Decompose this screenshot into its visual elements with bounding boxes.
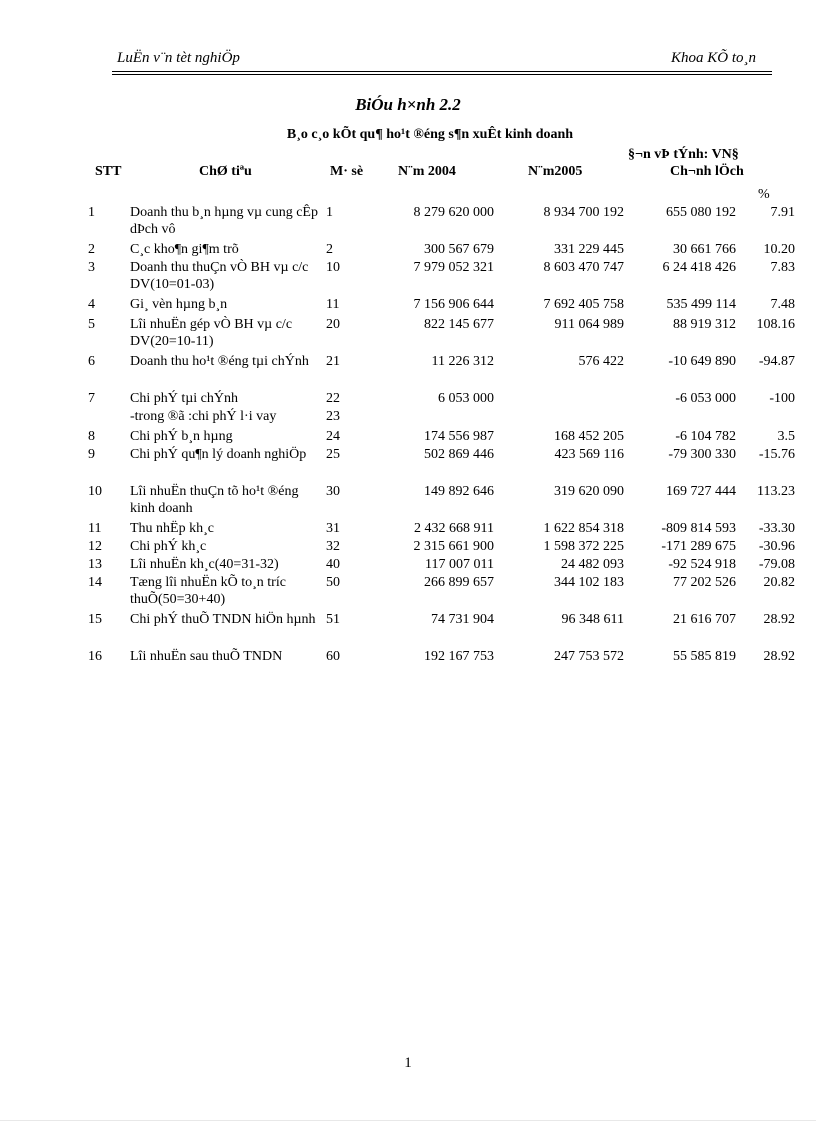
figure-title: BiÓu h×nh 2.2 — [355, 95, 461, 114]
row-percent: 113.23 — [757, 484, 795, 499]
row-chi-tieu: Tæng lîi nhuËn kÕ to¸n tríc thuÕ(50=30+40) — [130, 575, 286, 607]
page-number: 1 — [404, 1055, 412, 1071]
row-ma-so: 60 — [326, 649, 340, 664]
row-percent: 28.92 — [763, 612, 795, 627]
row-ma-so: 20 — [326, 317, 340, 332]
header-left-title: LuËn v¨n tèt nghiÖp — [117, 50, 240, 66]
table-row — [0, 259, 816, 296]
table-row — [0, 390, 816, 408]
row-chi-tieu: Doanh thu ho¹t ®éng tµi chÝnh — [130, 354, 309, 369]
row-ma-so: 23 — [326, 409, 340, 424]
row-stt: 12 — [88, 539, 102, 554]
row-ma-so: 30 — [326, 484, 340, 499]
row-chenh-lech: -171 289 675 — [661, 539, 736, 554]
column-header-stt: STT — [95, 164, 122, 179]
row-value-2004: 300 567 679 — [424, 242, 494, 257]
row-chenh-lech: -6 104 782 — [675, 429, 736, 444]
table-row — [0, 483, 816, 520]
row-percent: -94.87 — [758, 354, 795, 369]
row-ma-so: 11 — [326, 297, 340, 312]
row-stt: 2 — [88, 242, 95, 257]
row-value-2004: 117 007 011 — [425, 557, 494, 572]
row-percent: 3.5 — [777, 429, 795, 444]
row-chenh-lech: 55 585 819 — [673, 649, 736, 664]
row-value-2005: 7 692 405 758 — [543, 297, 624, 312]
table-row — [0, 538, 816, 556]
table-row — [0, 446, 816, 483]
row-stt: 3 — [88, 260, 95, 275]
row-value-2005: 423 569 116 — [554, 447, 624, 462]
row-chenh-lech: 77 202 526 — [673, 575, 736, 590]
row-value-2005: 1 598 372 225 — [543, 539, 624, 554]
row-percent: -30.96 — [758, 539, 795, 554]
table-row — [0, 296, 816, 316]
row-chenh-lech: 535 499 114 — [666, 297, 736, 312]
row-chi-tieu: Doanh thu thuÇn vÒ BH vµ c/c DV(10=01-03) — [130, 260, 309, 292]
row-chi-tieu: Thu nhËp kh¸c — [130, 521, 214, 536]
row-chi-tieu: Chi phÝ b¸n hµng — [130, 429, 233, 444]
row-chi-tieu: -trong ®ã :chi phÝ l·i vay — [130, 409, 277, 424]
row-chi-tieu: Doanh thu b¸n hµng vµ cung cÊp dÞch vô — [130, 205, 318, 237]
unit-note: §¬n vÞ tÝnh: VN§ — [628, 147, 739, 162]
page-bottom-edge — [0, 1120, 816, 1121]
row-percent: 28.92 — [763, 649, 795, 664]
row-percent: 10.20 — [763, 242, 795, 257]
row-value-2004: 192 167 753 — [424, 649, 494, 664]
row-ma-so: 32 — [326, 539, 340, 554]
row-ma-so: 25 — [326, 447, 340, 462]
table-row — [0, 204, 816, 241]
row-value-2004: 2 315 661 900 — [413, 539, 494, 554]
row-value-2004: 7 156 906 644 — [413, 297, 494, 312]
row-percent: 7.83 — [770, 260, 795, 275]
row-value-2005: 911 064 989 — [554, 317, 624, 332]
row-percent: 7.91 — [770, 205, 795, 220]
row-percent: -100 — [769, 391, 795, 406]
row-stt: 5 — [88, 317, 95, 332]
column-header-chenh-lech: Ch¬nh lÖch — [670, 164, 744, 179]
table-row — [0, 316, 816, 353]
row-chi-tieu: Lîi nhuËn kh¸c(40=31-32) — [130, 557, 279, 572]
row-value-2004: 6 053 000 — [438, 391, 494, 406]
row-ma-so: 10 — [326, 260, 340, 275]
column-header-ma-so: M· sè — [330, 164, 364, 179]
report-table — [0, 204, 816, 668]
table-row — [0, 556, 816, 574]
row-value-2004: 8 279 620 000 — [413, 205, 494, 220]
row-value-2004: 149 892 646 — [424, 484, 494, 499]
row-chenh-lech: -79 300 330 — [668, 447, 736, 462]
row-percent: -33.30 — [758, 521, 795, 536]
row-ma-so: 50 — [326, 575, 340, 590]
row-chi-tieu: Lîi nhuËn sau thuÕ TNDN — [130, 649, 283, 664]
row-ma-so: 22 — [326, 391, 340, 406]
column-header-percent: % — [758, 187, 770, 202]
row-value-2005: 344 102 183 — [554, 575, 624, 590]
table-row — [0, 648, 816, 668]
row-stt: 6 — [88, 354, 95, 369]
row-percent: 108.16 — [756, 317, 795, 332]
row-value-2005: 1 622 854 318 — [543, 521, 624, 536]
row-stt: 8 — [88, 429, 95, 444]
row-value-2005: 247 753 572 — [554, 649, 624, 664]
row-value-2005: 319 620 090 — [554, 484, 624, 499]
row-value-2004: 74 731 904 — [431, 612, 494, 627]
row-ma-so: 40 — [326, 557, 340, 572]
row-stt: 14 — [88, 575, 102, 590]
row-stt: 4 — [88, 297, 95, 312]
table-row — [0, 353, 816, 390]
table-row — [0, 574, 816, 611]
table-row — [0, 611, 816, 648]
row-value-2005: 168 452 205 — [554, 429, 624, 444]
row-chi-tieu: Chi phÝ qu¶n lý doanh nghiÖp — [130, 447, 307, 462]
row-value-2005: 8 934 700 192 — [543, 205, 624, 220]
row-chenh-lech: 6 24 418 426 — [662, 260, 736, 275]
row-ma-so: 2 — [326, 242, 333, 257]
row-percent: 20.82 — [763, 575, 795, 590]
row-stt: 9 — [88, 447, 95, 462]
row-percent: -79.08 — [758, 557, 795, 572]
row-chenh-lech: -809 814 593 — [661, 521, 736, 536]
row-chi-tieu: Chi phÝ thuÕ TNDN hiÖn hµnh — [130, 612, 316, 627]
row-value-2004: 502 869 446 — [424, 447, 494, 462]
row-value-2004: 2 432 668 911 — [414, 521, 494, 536]
row-percent: 7.48 — [770, 297, 795, 312]
table-row — [0, 428, 816, 446]
row-chi-tieu: Chi phÝ tµi chÝnh — [130, 391, 239, 406]
row-chenh-lech: 88 919 312 — [673, 317, 736, 332]
row-stt: 13 — [88, 557, 102, 572]
row-chenh-lech: -6 053 000 — [675, 391, 736, 406]
table-row — [0, 520, 816, 538]
row-value-2004: 822 145 677 — [424, 317, 494, 332]
column-header-chi-tieu: ChØ tiªu — [199, 164, 252, 179]
row-value-2005: 331 229 445 — [554, 242, 624, 257]
row-stt: 15 — [88, 612, 102, 627]
row-chenh-lech: 21 616 707 — [673, 612, 736, 627]
row-value-2005: 8 603 470 747 — [543, 260, 624, 275]
column-header-2004: N¨m 2004 — [398, 164, 456, 179]
row-chenh-lech: -92 524 918 — [668, 557, 736, 572]
row-chi-tieu: Chi phÝ kh¸c — [130, 539, 207, 554]
row-ma-so: 24 — [326, 429, 340, 444]
row-ma-so: 21 — [326, 354, 340, 369]
row-chenh-lech: 169 727 444 — [666, 484, 736, 499]
header-rule — [112, 71, 772, 72]
row-chenh-lech: 655 080 192 — [666, 205, 736, 220]
row-chenh-lech: 30 661 766 — [673, 242, 736, 257]
row-value-2005: 96 348 611 — [561, 612, 624, 627]
row-ma-so: 1 — [326, 205, 333, 220]
table-row — [0, 408, 816, 428]
row-chi-tieu: Gi¸ vèn hµng b¸n — [130, 297, 228, 312]
row-chi-tieu: Lîi nhuËn gép vÒ BH vµ c/c DV(20=10-11) — [130, 317, 293, 349]
row-stt: 16 — [88, 649, 102, 664]
row-chi-tieu: Lîi nhuËn thuÇn tõ ho¹t ®éng kinh doanh — [130, 484, 299, 516]
row-stt: 1 — [88, 205, 95, 220]
row-chi-tieu: C¸c kho¶n gi¶m trõ — [130, 242, 239, 257]
table-row — [0, 241, 816, 259]
row-stt: 11 — [88, 521, 102, 536]
row-value-2005: 24 482 093 — [561, 557, 624, 572]
row-ma-so: 51 — [326, 612, 340, 627]
row-stt: 7 — [88, 391, 95, 406]
row-percent: -15.76 — [758, 447, 795, 462]
row-value-2004: 174 556 987 — [424, 429, 494, 444]
header-rule-double — [112, 74, 772, 75]
header-right-title: Khoa KÕ to¸n — [670, 50, 756, 66]
row-value-2004: 266 899 657 — [424, 575, 494, 590]
column-header-2005: N¨m2005 — [528, 164, 583, 179]
row-stt: 10 — [88, 484, 102, 499]
report-subtitle: B¸o c¸o kÕt qu¶ ho¹t ®éng s¶n xuÊt kinh doanh — [286, 127, 574, 142]
row-value-2004: 7 979 052 321 — [413, 260, 494, 275]
row-value-2005: 576 422 — [578, 354, 624, 369]
row-chenh-lech: -10 649 890 — [668, 354, 736, 369]
row-value-2004: 11 226 312 — [431, 354, 494, 369]
row-ma-so: 31 — [326, 521, 340, 536]
